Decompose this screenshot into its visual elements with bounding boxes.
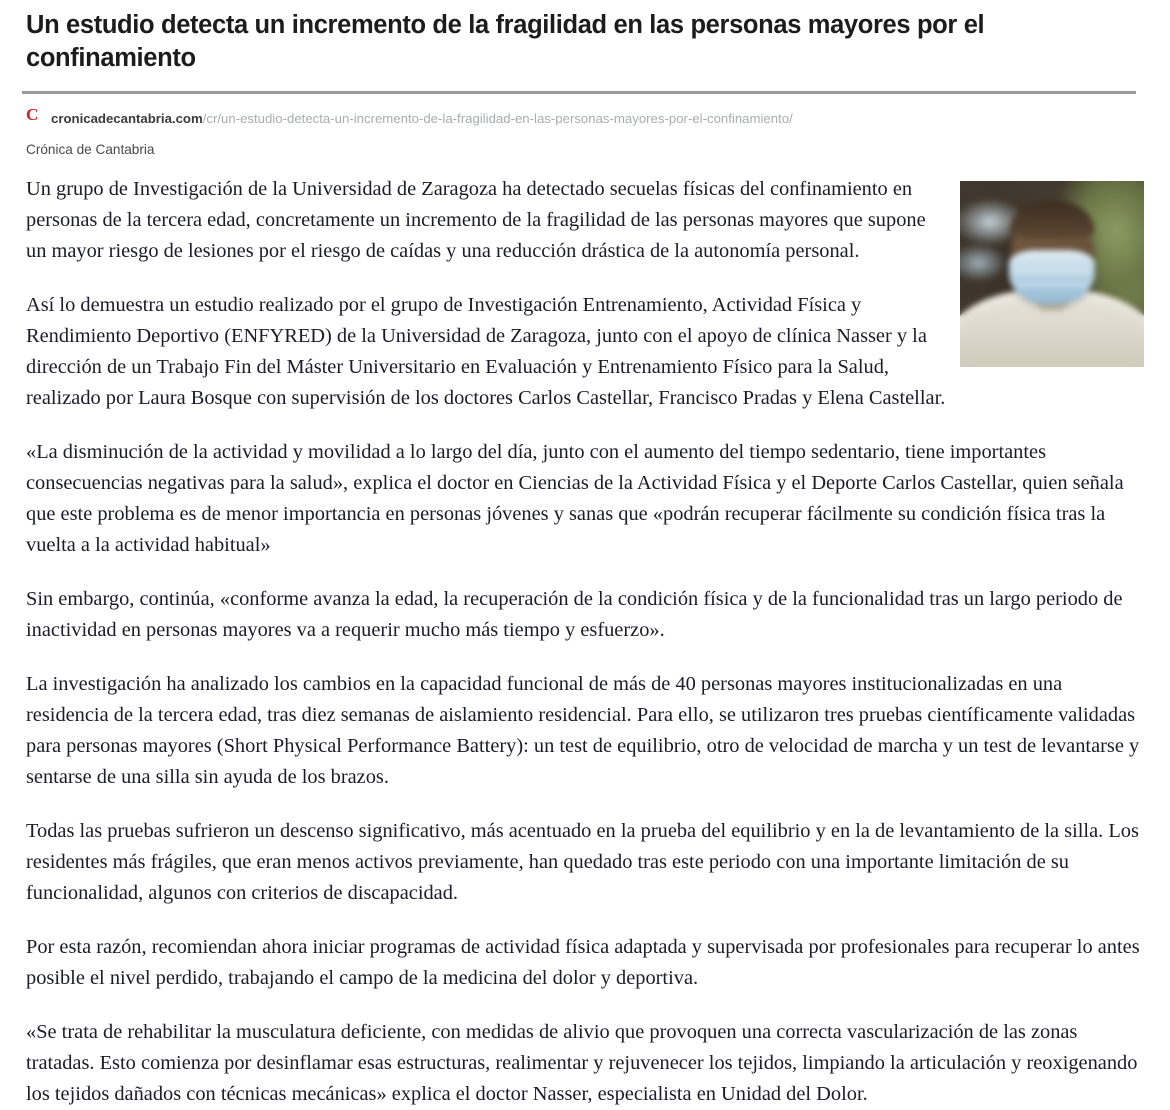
lead-photo <box>960 181 1144 367</box>
article-paragraph: Todas las pruebas sufrieron un descenso significativo, más acentuado en la prueba del equilibrio y en la de levantamiento de la silla. Los residentes más frágiles, que eran menos activos previamente, han quedado tras este periodo con una importante limitación de su funcionalidad, algunos con criterios de discapacidad. <box>26 820 1139 905</box>
photo-background <box>960 181 1144 367</box>
article-paragraph: Por esta razón, recomiendan ahora iniciar programas de actividad física adaptada y supervisada por profesionales para recuperar lo antes posible el nivel perdido, trabajando el campo de la medicina del dolor y deportiva. <box>26 936 1140 990</box>
source-url-domain: cronicadecantabria.com <box>51 111 203 127</box>
article-paragraph: Así lo demuestra un estudio realizado por el grupo de Investigación Entrenamiento, Actividad Física y Rendimiento Deportivo (ENFYRED) de la Universidad de Zaragoza, junto con el apoyo de clínica Nasser y la dirección de un Trabajo Fin del Máster Universitario en Evaluación y Entrenamiento Físico para la Salud, realizado por Laura Bosque con supervisión de los doctores Carlos Castellar, Francisco Pradas y Elena Castellar. <box>26 293 946 409</box>
article-body <box>0 158 1170 1110</box>
page-title: Un estudio detecta un incremento de la fragilidad en las personas mayores por el confinamiento <box>26 11 985 73</box>
source-block <box>0 94 1170 157</box>
source-url-path: /cr/un-estudio-detecta-un-incremento-de-la-fragilidad-en-las-personas-mayores-por-el-confinamiento/ <box>202 111 793 127</box>
article-paragraph: «La disminución de la actividad y movilidad a lo largo del día, junto con el aumento del tiempo sedentario, tiene importantes consecuencias negativas para la salud», explica el doctor en Ciencias de la Actividad Física y el Deporte Carlos Castellar, quien señala que este problema es de menor importancia en personas jóvenes y sanas que «podrán recuperar fácilmente su condición física tras la vuelta a la actividad habitual» <box>26 440 1124 556</box>
article-paragraph: «Se trata de rehabilitar la musculatura deficiente, con medidas de alivio que provoquen una correcta vascularización de las zonas tratadas. Esto comienza por desinflamar esas estructuras, realimentar y rejuvenecer los tejidos, limpiando la articulación y reoxigenando los tejidos dañados con técnicas mecánicas» explica el doctor Nasser, especialista en Unidad del Dolor. <box>26 1021 1138 1106</box>
article-paragraph: Sin embargo, continúa, «conforme avanza la edad, la recuperación de la condición física y de la funcionalidad tras un largo periodo de inactividad en personas mayores va a requerir mucho más tiempo y esfuerzo». <box>26 587 1123 641</box>
article-paragraph: La investigación ha analizado los cambios en la capacidad funcional de más de 40 personas mayores institucionalizadas en una residencia de la tercera edad, tras diez semanas de aislamiento residencial. Para ello, se utilizaron tres pruebas científicamente validadas para personas mayores (Short Physical Performance Battery): un test de equilibrio, otro de velocidad de marcha y un test de levantarse y sentarse de una silla sin ayuda de los brazos. <box>26 672 1140 788</box>
photo-hair <box>1010 201 1095 238</box>
letter-c-favicon <box>26 106 42 124</box>
svg-text:C: C <box>26 106 39 125</box>
source-url <box>51 112 793 127</box>
article-paragraph: Un grupo de Investigación de la Universidad de Zaragoza ha detectado secuelas físicas del confinamiento en personas de la tercera edad, concretamente un incremento de la fragilidad de las personas mayores que supone un mayor riesgo de lesiones por el riesgo de caídas y una reducción drástica de la autonomía personal. <box>26 177 926 262</box>
source-url-row[interactable] <box>26 105 1144 127</box>
photo-face-mask <box>1009 250 1095 304</box>
source-site-name: Crónica de Cantabria <box>26 141 155 157</box>
